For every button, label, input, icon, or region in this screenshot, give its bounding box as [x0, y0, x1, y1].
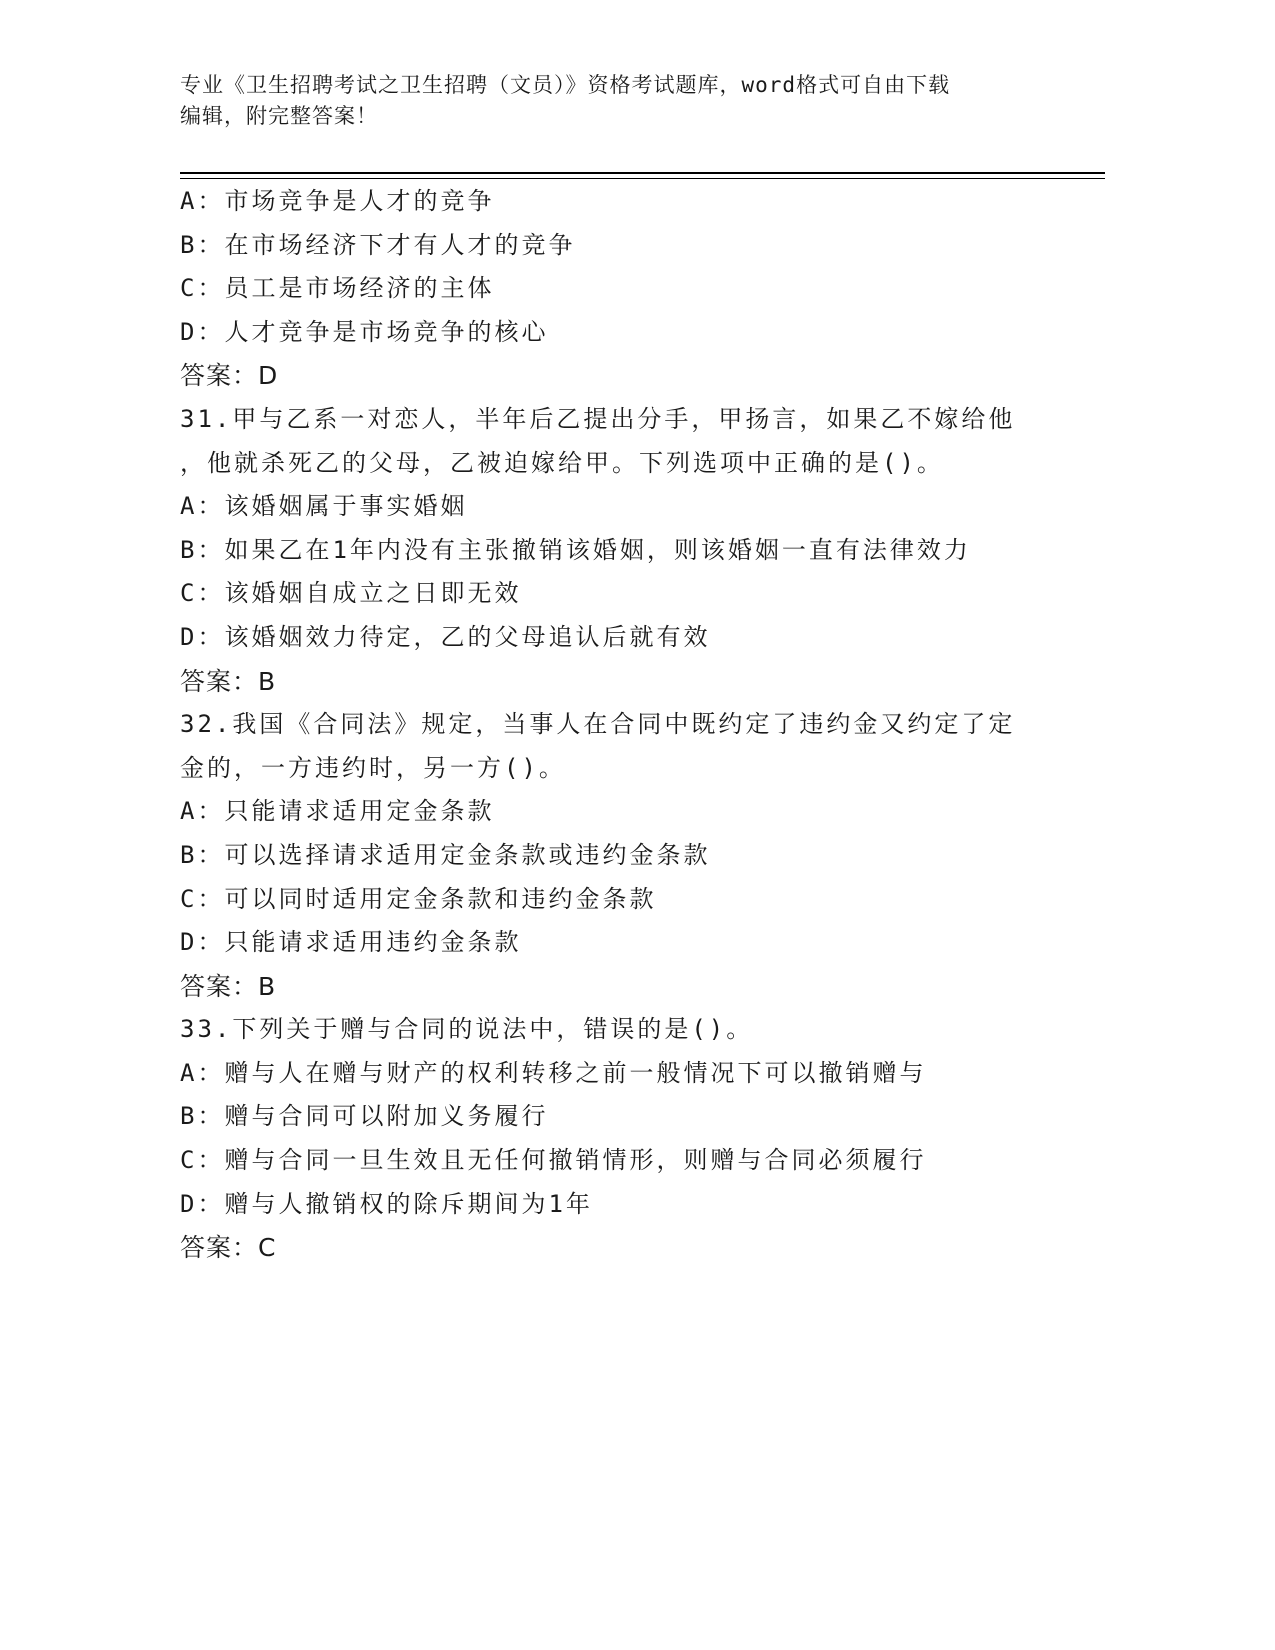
- question-list: [180, 180, 1060, 1270]
- question-30: [180, 180, 1060, 398]
- option-c: C：可以同时适用定金条款和违约金条款: [180, 884, 657, 913]
- option-c: C：员工是市场经济的主体: [180, 274, 495, 303]
- option-d: D：只能请求适用违约金条款: [180, 928, 522, 957]
- answer-line: 答案：C: [180, 1233, 277, 1263]
- header-rule-thin: [180, 178, 1105, 179]
- option-c: C：该婚姻自成立之日即无效: [180, 579, 522, 608]
- header-line-2: 编辑，附完整答案！: [180, 104, 378, 128]
- option-b: B：赠与合同可以附加义务履行: [180, 1102, 549, 1131]
- option-a: A：只能请求适用定金条款: [180, 797, 495, 826]
- option-d: D：赠与人撤销权的除斥期间为1年: [180, 1189, 593, 1218]
- option-d: D：人才竞争是市场竞争的核心: [180, 317, 549, 346]
- option-b: B：可以选择请求适用定金条款或违约金条款: [180, 840, 711, 869]
- option-a: A：市场竞争是人才的竞争: [180, 187, 495, 215]
- option-a: A：该婚姻属于事实婚姻: [180, 492, 468, 521]
- question-stem-line-2: ，他就杀死乙的父母，乙被迫嫁给甲。下列选项中正确的是()。: [180, 448, 944, 477]
- question-stem-line-2: 金的，一方违约时，另一方()。: [180, 753, 566, 782]
- question-33: [180, 1008, 1060, 1270]
- option-c: C：赠与合同一旦生效且无任何撤销情形，则赠与合同必须履行: [180, 1146, 927, 1175]
- option-d: D：该婚姻效力待定，乙的父母追认后就有效: [180, 622, 711, 651]
- question-stem-line-1: 33.下列关于赠与合同的说法中，错误的是()。: [180, 1015, 754, 1044]
- header-line-1: 专业《卫生招聘考试之卫生招聘（文员）》资格考试题库，word格式可自由下载: [180, 73, 951, 97]
- question-stem-line-1: 31.甲与乙系一对恋人，半年后乙提出分手，甲扬言，如果乙不嫁给他: [180, 404, 1016, 433]
- question-32: [180, 703, 1060, 1008]
- answer-line: 答案：D: [180, 361, 279, 391]
- answer-line: 答案：B: [180, 971, 277, 1001]
- question-stem-line-1: 32.我国《合同法》规定，当事人在合同中既约定了违约金又约定了定: [180, 710, 1016, 739]
- document-header: [180, 70, 1060, 132]
- option-a: A：赠与人在赠与财产的权利转移之前一般情况下可以撤销赠与: [180, 1058, 927, 1087]
- option-b: B：在市场经济下才有人才的竞争: [180, 230, 576, 259]
- question-31: [180, 398, 1060, 703]
- answer-line: 答案：B: [180, 666, 277, 696]
- option-b: B：如果乙在1年内没有主张撤销该婚姻，则该婚姻一直有法律效力: [180, 535, 971, 564]
- header-rule-thick: [180, 172, 1105, 174]
